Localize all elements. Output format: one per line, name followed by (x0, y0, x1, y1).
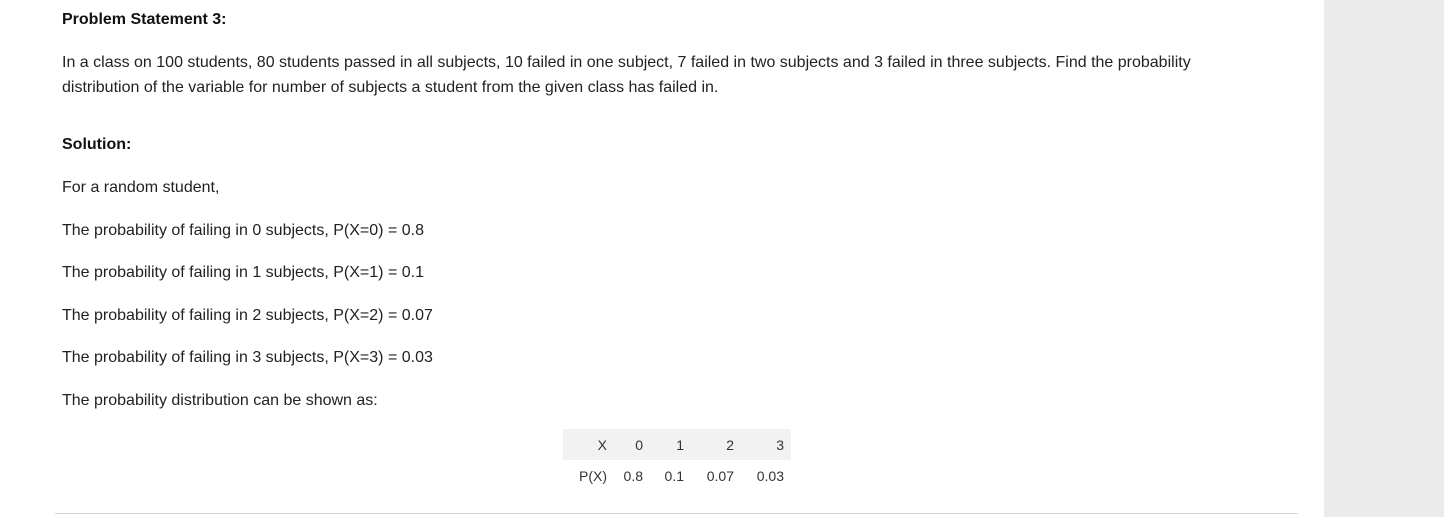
bottom-divider (55, 513, 1298, 514)
p-value-cell: 0.03 (756, 467, 784, 484)
probability-distribution-table (563, 429, 791, 491)
problem-heading: Problem Statement 3: (62, 11, 227, 28)
x-label-cell: X (597, 436, 607, 453)
distribution-intro: The probability distribution can be shown as: (62, 392, 378, 409)
solution-heading: Solution: (62, 136, 132, 153)
p-label-cell: P(X) (579, 467, 607, 484)
solution-intro: For a random student, (62, 179, 220, 196)
x-value-cell: 2 (726, 436, 734, 453)
probability-line-1: The probability of failing in 1 subjects, P(X=1) = 0.1 (62, 264, 424, 281)
p-value-cell: 0.1 (664, 467, 684, 484)
table-row (563, 460, 791, 491)
probability-line-3: The probability of failing in 3 subjects, P(X=3) = 0.03 (62, 349, 433, 366)
x-value-cell: 0 (635, 436, 643, 453)
probability-line-2: The probability of failing in 2 subjects, P(X=2) = 0.07 (62, 307, 433, 324)
problem-text: In a class on 100 students, 80 students passed in all subjects, 10 failed in one subject, 7 failed in two subjects and 3 failed in three subjects. Find the probability distribution of the variable for number of subjects a student from the given class has failed in. (62, 54, 1191, 96)
x-value-cell: 1 (676, 436, 684, 453)
x-value-cell: 3 (776, 436, 784, 453)
probability-line-0: The probability of failing in 0 subjects, P(X=0) = 0.8 (62, 222, 424, 239)
right-side-panel (1324, 0, 1444, 517)
table-header-row (563, 429, 791, 460)
p-value-cell: 0.8 (623, 467, 643, 484)
p-value-cell: 0.07 (706, 467, 734, 484)
